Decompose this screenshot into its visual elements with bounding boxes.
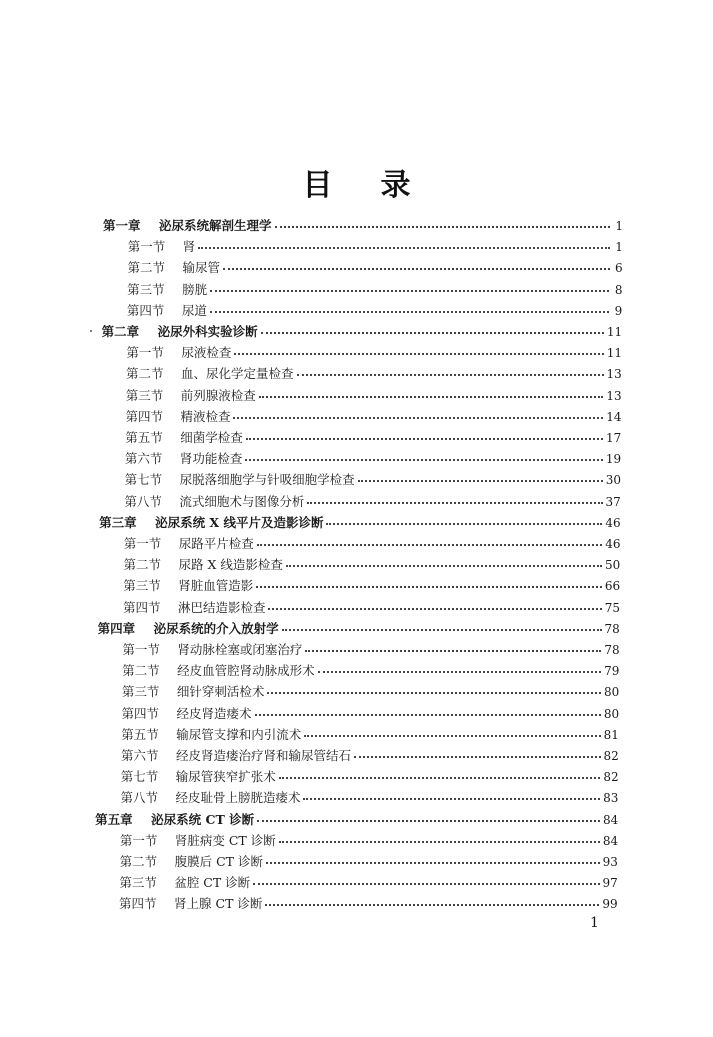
section-number: 第三节 <box>119 875 157 891</box>
toc-section-row <box>123 600 620 616</box>
toc-page-number: 78 <box>604 621 620 636</box>
dot-leader <box>246 436 603 440</box>
section-title: 尿液检查 <box>181 345 232 361</box>
section-title: 血、尿化学定量检查 <box>181 366 294 382</box>
toc-section-row <box>122 663 619 679</box>
dot-leader <box>275 224 610 228</box>
dot-leader <box>210 309 609 313</box>
section-number: 第三节 <box>121 684 160 700</box>
title-char-2: 录 <box>380 168 411 203</box>
page-title <box>0 160 713 204</box>
toc-page-number: 11 <box>606 346 622 361</box>
section-title: 尿路平片检查 <box>178 536 254 551</box>
section-number: 第四节 <box>125 408 163 424</box>
chapter-number: 第五章 <box>95 811 133 827</box>
dot-leader <box>303 796 600 800</box>
toc-section-row <box>121 769 619 785</box>
toc-section-row <box>124 536 621 552</box>
dot-leader <box>279 775 601 779</box>
toc-section-row <box>122 706 620 722</box>
dot-leader <box>297 372 604 376</box>
section-number: 第二节 <box>123 557 162 573</box>
chapter-number: 第四章 <box>97 620 136 636</box>
section-number: 第三节 <box>125 387 164 403</box>
toc-section-row <box>120 854 618 870</box>
toc-section-row <box>120 833 618 849</box>
toc-page-number: 30 <box>605 473 621 488</box>
section-number: 第六节 <box>121 748 159 763</box>
toc-section-row <box>126 345 622 361</box>
toc-chapter-row <box>99 515 621 531</box>
dot-leader <box>282 627 602 631</box>
section-number: 第一节 <box>119 832 158 848</box>
toc-section-row <box>119 896 618 912</box>
dot-leader <box>318 669 602 673</box>
section-title: 经皮肾造瘘术 <box>176 705 252 721</box>
toc-chapter-row <box>102 324 623 340</box>
toc-page-number: 79 <box>604 664 620 679</box>
toc-page-number: 78 <box>604 643 620 657</box>
toc-section-row <box>122 642 619 658</box>
section-title: 前列腺液检查 <box>180 387 256 403</box>
section-title: 细菌学检查 <box>180 430 243 445</box>
section-number: 第八节 <box>120 790 158 806</box>
dot-leader <box>267 690 601 694</box>
dot-leader <box>245 457 602 461</box>
section-number: 第六节 <box>124 451 163 467</box>
toc-section-row <box>124 494 620 510</box>
section-title: 经皮血管腔肾动脉成形术 <box>177 663 315 679</box>
dot-leader <box>279 839 600 843</box>
toc-page-number: 97 <box>602 876 618 891</box>
dot-leader <box>307 500 602 504</box>
toc-section-row <box>120 790 618 806</box>
toc-page-number: 9 <box>614 303 623 318</box>
dot-leader <box>234 351 603 355</box>
section-number: 第五节 <box>125 430 163 445</box>
section-number: 第五节 <box>121 726 159 742</box>
dot-leader <box>253 881 599 885</box>
section-title: 输尿管支撑和内引流术 <box>176 726 302 742</box>
section-number: 第七节 <box>124 472 163 488</box>
toc-section-row <box>121 727 619 743</box>
section-title: 尿路 X 线造影检查 <box>178 557 283 573</box>
toc-chapter-row <box>103 218 623 234</box>
toc-section-row <box>125 409 621 425</box>
dot-leader <box>261 330 604 334</box>
toc-section-row <box>124 557 621 573</box>
toc-page-number: 46 <box>605 515 621 530</box>
toc-page-number: 17 <box>606 431 622 445</box>
toc-page-number: 50 <box>605 558 621 573</box>
toc-section-row <box>127 260 622 276</box>
chapter-title: 泌尿系统解剖生理学 <box>159 218 272 233</box>
section-title: 输尿管 <box>182 260 220 276</box>
section-number: 第四节 <box>126 302 165 318</box>
dot-leader <box>326 521 602 525</box>
section-title: 腹膜后 CT 诊断 <box>174 854 263 869</box>
toc-chapter-row <box>95 812 618 828</box>
toc-page-number: 37 <box>605 494 621 509</box>
dot-leader <box>255 712 601 716</box>
toc-section-row <box>119 875 617 891</box>
toc-page-number: 99 <box>602 897 618 912</box>
toc-page-number: 83 <box>603 791 619 806</box>
section-title: 肾脏病变 CT 诊断 <box>174 832 276 848</box>
toc-section-row <box>122 684 619 700</box>
toc-page-number: 81 <box>603 727 619 742</box>
toc-section-row <box>126 388 622 404</box>
section-number: 第四节 <box>121 705 160 721</box>
dot-leader <box>266 860 600 864</box>
toc-page-number: 11 <box>606 325 623 339</box>
dot-leader <box>265 902 599 906</box>
dot-leader <box>268 606 601 610</box>
toc-page-number: 1 <box>615 240 623 255</box>
toc-section-row <box>127 282 622 298</box>
section-title: 流式细胞术与图像分析 <box>179 493 305 509</box>
section-number: 第二节 <box>127 260 165 276</box>
section-title: 尿脱落细胞学与针吸细胞学检查 <box>179 472 355 488</box>
dot-leader <box>304 733 600 737</box>
chapter-title: 泌尿系统的介入放射学 <box>153 620 279 636</box>
dot-leader <box>257 818 600 822</box>
page-number: 1 <box>590 915 599 931</box>
toc-page-number: 80 <box>603 706 620 721</box>
section-title: 膀胱 <box>182 281 208 297</box>
section-number: 第二节 <box>119 854 158 869</box>
section-title: 输尿管狭窄扩张术 <box>175 769 276 785</box>
toc-page-number: 13 <box>606 367 622 382</box>
dot-leader <box>354 754 601 758</box>
section-number: 第一节 <box>122 642 160 657</box>
section-number: 第四节 <box>119 896 157 912</box>
section-title: 淋巴结造影检查 <box>177 599 266 615</box>
toc-page-number: 82 <box>603 749 619 763</box>
toc-page-number: 84 <box>602 833 619 848</box>
dot-leader <box>256 584 602 588</box>
section-title: 精液检查 <box>180 408 231 424</box>
section-number: 第三节 <box>123 578 161 594</box>
section-number: 第四节 <box>122 599 161 615</box>
toc-page-number: 6 <box>615 261 623 276</box>
section-title: 肾动脉栓塞或闭塞治疗 <box>177 642 303 657</box>
section-title: 细针穿刺活检术 <box>176 684 265 700</box>
toc-page-number: 13 <box>606 388 622 403</box>
toc-section-row <box>125 472 621 488</box>
section-number: 第二节 <box>122 663 160 679</box>
section-title: 肾 <box>182 239 196 255</box>
dot-leader <box>223 266 610 270</box>
chapter-title: 泌尿系统 CT 诊断 <box>151 811 255 827</box>
toc-section-row <box>123 578 620 594</box>
toc-section-row <box>128 239 623 255</box>
toc-section-row <box>125 451 621 467</box>
toc-section-row <box>126 366 622 382</box>
section-title: 肾上腺 CT 诊断 <box>174 896 263 912</box>
section-number: 第二节 <box>126 366 164 382</box>
dot-leader <box>233 415 603 419</box>
chapter-number: 第三章 <box>99 514 137 530</box>
dot-leader <box>210 288 609 292</box>
section-title: 经皮肾造瘘治疗肾和输尿管结石 <box>176 748 352 763</box>
section-title: 尿道 <box>181 302 207 318</box>
section-number: 第七节 <box>120 769 159 785</box>
section-title: 肾脏血管造影 <box>178 578 254 594</box>
toc-page-number: 19 <box>605 452 622 467</box>
scan-speck <box>90 330 92 332</box>
chapter-number: 第二章 <box>101 324 140 339</box>
section-title: 经皮耻骨上膀胱造瘘术 <box>175 790 301 806</box>
dot-leader <box>259 394 604 398</box>
dot-leader <box>286 563 602 567</box>
section-number: 第一节 <box>126 345 164 361</box>
dot-leader <box>358 478 603 482</box>
toc-page-number: 14 <box>606 409 622 424</box>
toc-page-number: 66 <box>604 579 621 594</box>
toc-page-number: 93 <box>602 855 618 869</box>
toc-page-number: 75 <box>604 600 620 615</box>
toc-page-number: 8 <box>614 282 623 297</box>
section-title: 肾功能检查 <box>179 451 243 467</box>
toc-page-number: 1 <box>615 219 623 233</box>
section-number: 第八节 <box>124 493 162 509</box>
section-number: 第一节 <box>127 239 166 255</box>
dot-leader <box>257 542 602 546</box>
dot-leader <box>198 245 610 249</box>
toc-page-number: 84 <box>603 812 619 827</box>
title-char-1: 目 <box>302 168 333 203</box>
section-number: 第三节 <box>127 281 165 297</box>
toc-section-row <box>125 430 621 446</box>
chapter-title: 泌尿系统 X 线平片及造影诊断 <box>155 514 324 530</box>
toc-section-row <box>121 748 619 764</box>
chapter-number: 第一章 <box>103 218 141 233</box>
toc-section-row <box>127 303 622 319</box>
toc-page-number: 46 <box>605 537 621 551</box>
toc-page-number: 80 <box>604 685 620 700</box>
section-title: 盆腔 CT 诊断 <box>174 875 251 891</box>
section-number: 第一节 <box>123 536 162 551</box>
toc-chapter-row <box>98 621 620 637</box>
dot-leader <box>305 648 601 652</box>
chapter-title: 泌尿外科实验诊断 <box>157 324 258 339</box>
toc-page-number: 82 <box>603 770 619 785</box>
